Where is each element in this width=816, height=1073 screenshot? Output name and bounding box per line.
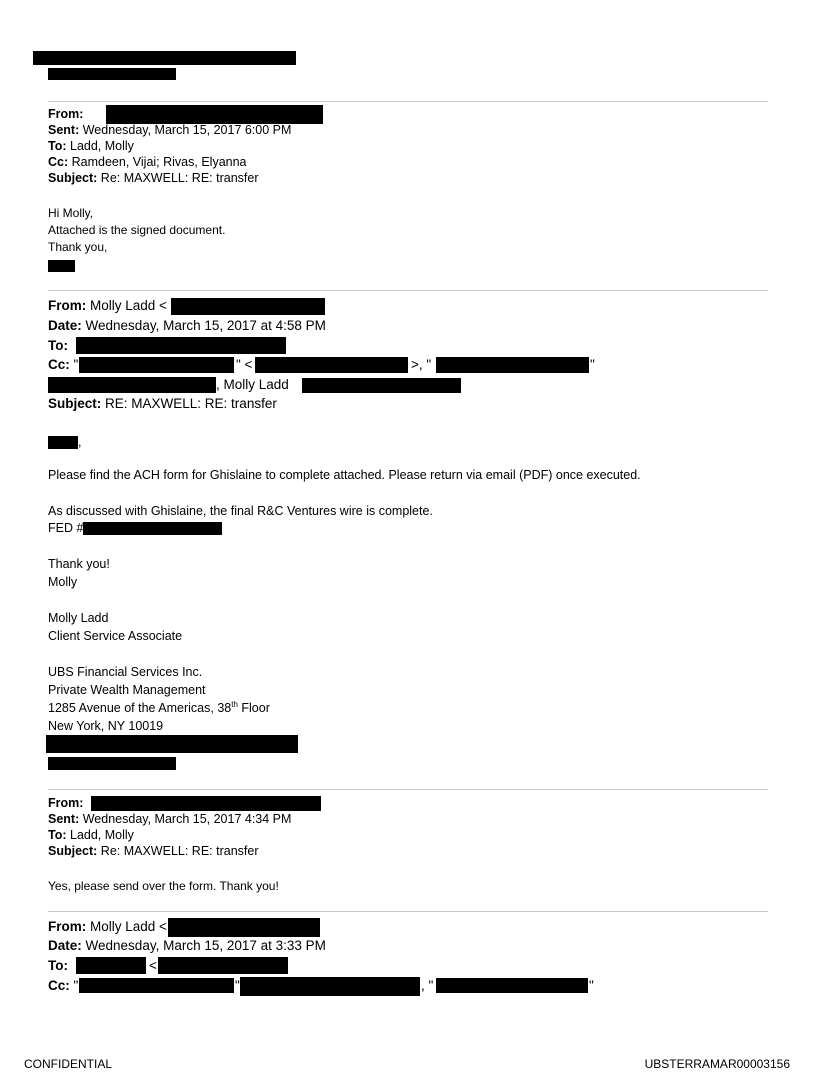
body-line: Attached is the signed document. — [48, 223, 226, 237]
subject-label: Subject: — [48, 171, 98, 185]
redaction-bar — [240, 977, 420, 996]
fed-label: FED # — [48, 521, 84, 535]
redaction-bar — [48, 260, 75, 272]
body-line: Hi Molly, — [48, 206, 94, 220]
redaction-bar — [33, 51, 296, 65]
redaction-bar — [46, 735, 298, 753]
sent-value: Wednesday, March 15, 2017 6:00 PM — [82, 123, 292, 137]
redaction-bar — [91, 796, 321, 811]
redaction-bar — [48, 436, 78, 449]
date-label: Date: — [48, 938, 82, 953]
from-label: From: — [48, 919, 87, 934]
cc-value: Ramdeen, Vijai; Rivas, Elyanna — [71, 155, 247, 169]
redaction-bar — [436, 978, 588, 993]
redaction-bar — [158, 957, 288, 974]
address-line: 1285 Avenue of the Americas, 38th Floor — [48, 699, 270, 715]
date-label: Date: — [48, 318, 82, 333]
cc-quote: " — [73, 357, 79, 372]
body-line: Thank you! — [48, 557, 110, 571]
cc-separator: , " — [421, 978, 434, 993]
redaction-bar — [76, 337, 286, 354]
redaction-bar — [436, 357, 589, 373]
redaction-bar — [79, 357, 234, 373]
cc-quote: " — [73, 978, 79, 993]
from-label: From: — [48, 298, 87, 313]
subject-value: RE: MAXWELL: RE: transfer — [105, 396, 277, 411]
sent-label: Sent: — [48, 812, 80, 826]
bates-number: UBSTERRAMAR00003156 — [644, 1057, 790, 1071]
from-label: From: — [48, 796, 84, 810]
from-label: From: — [48, 107, 84, 121]
to-label: To: — [48, 828, 67, 842]
divider — [48, 290, 768, 291]
cc-label: Cc: — [48, 357, 70, 372]
redaction-bar — [302, 378, 461, 393]
city-line: New York, NY 10019 — [48, 719, 164, 733]
subject-value: Re: MAXWELL: RE: transfer — [100, 171, 259, 185]
from-value: Molly Ladd < — [90, 298, 167, 313]
to-label: To: — [48, 338, 68, 353]
to-label: To: — [48, 958, 68, 973]
date-value: Wednesday, March 15, 2017 at 3:33 PM — [85, 938, 326, 953]
redaction-bar — [106, 105, 323, 124]
to-separator: < — [149, 958, 157, 973]
to-value: Ladd, Molly — [70, 139, 134, 153]
divider — [48, 911, 768, 912]
divider — [48, 101, 768, 102]
to-label: To: — [48, 139, 67, 153]
cc-quote: " — [590, 357, 595, 372]
cc-value: , Molly Ladd — [216, 377, 289, 392]
redaction-bar — [48, 377, 216, 393]
date-value: Wednesday, March 15, 2017 at 4:58 PM — [85, 318, 326, 333]
redaction-bar — [171, 298, 325, 315]
redaction-bar — [76, 957, 146, 974]
sent-label: Sent: — [48, 123, 80, 137]
cc-separator: >, " — [411, 357, 432, 372]
divider — [48, 789, 768, 790]
cc-label: Cc: — [48, 155, 69, 169]
to-value: Ladd, Molly — [70, 828, 134, 842]
from-value: Molly Ladd < — [90, 919, 167, 934]
greeting-comma: , — [78, 435, 82, 449]
cc-quote: " — [235, 978, 240, 993]
redaction-bar — [48, 68, 176, 80]
redaction-bar — [255, 357, 408, 373]
email-body-3: Yes, please send over the form. Thank you! — [48, 879, 279, 893]
division-name: Private Wealth Management — [48, 683, 206, 697]
company-name: UBS Financial Services Inc. — [48, 665, 203, 679]
redaction-bar — [79, 978, 234, 993]
redaction-bar — [83, 522, 222, 535]
signature-title: Client Service Associate — [48, 629, 183, 643]
sent-value: Wednesday, March 15, 2017 4:34 PM — [82, 812, 292, 826]
body-paragraph: Please find the ACH form for Ghislaine to complete attached. Please return via email (PDF) once executed. — [48, 468, 641, 482]
subject-value: Re: MAXWELL: RE: transfer — [100, 844, 259, 858]
subject-label: Subject: — [48, 844, 98, 858]
cc-separator: " < — [236, 357, 253, 372]
redaction-bar — [48, 757, 176, 770]
subject-label: Subject: — [48, 396, 102, 411]
signature-name: Molly Ladd — [48, 611, 109, 625]
body-paragraph: As discussed with Ghislaine, the final R&C Ventures wire is complete. — [48, 504, 433, 518]
confidential-label: CONFIDENTIAL — [24, 1057, 113, 1071]
cc-label: Cc: — [48, 978, 70, 993]
body-line: Molly — [48, 575, 78, 589]
cc-quote: " — [589, 978, 594, 993]
redaction-bar — [168, 918, 320, 937]
body-line: Thank you, — [48, 240, 108, 254]
